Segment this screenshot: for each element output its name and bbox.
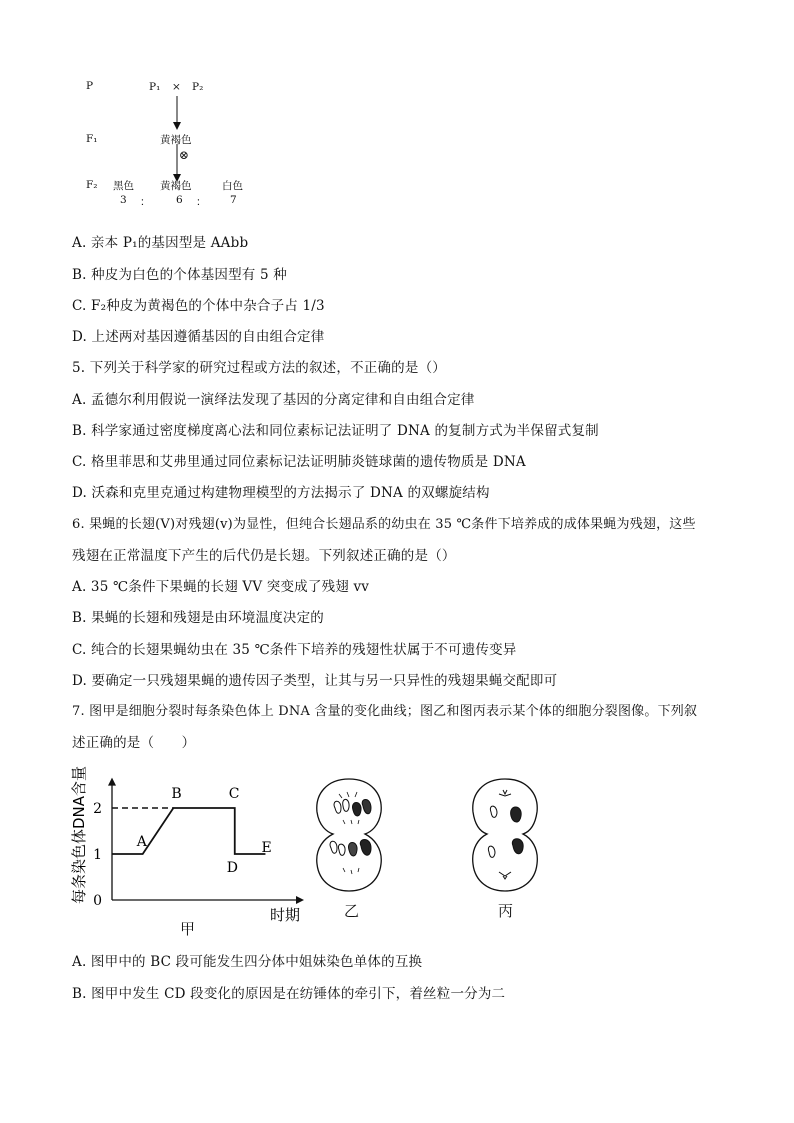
x-axis-label: 时期 (270, 906, 301, 924)
y-tick-label: 2 (93, 801, 102, 817)
q6-option-a: A. 35 ℃条件下果蝇的长翅 VV 突变成了残翅 vv (72, 579, 370, 595)
q6-option-d: D. 要确定一只残翅果蝇的遗传因子类型，让其与另一只异性的残翅果蝇交配即可 (72, 673, 558, 689)
label-f2: F₂ (86, 179, 98, 191)
q4-option-a: A. 亲本 P₁的基因型是 AAbb (72, 235, 249, 251)
q6-stem-line1: 6. 果蝇的长翅(V)对残翅(v)为显性，但纯合长翅品系的幼虫在 35 ℃条件下培养成的成体果蝇为残翅，这些 (72, 517, 696, 532)
point-label-e: E (261, 840, 272, 856)
chromosomes-lower (330, 840, 371, 875)
q5-option-a: A. 孟德尔利用假说一演绎法发现了基因的分离定律和自由组合定律 (72, 392, 475, 408)
ratio-1: 3 (120, 194, 127, 206)
f2-yellow-brown: 黄褐色 (160, 180, 192, 192)
label-p: P (86, 80, 94, 92)
f2-white: 白色 (222, 180, 243, 192)
q7-stem-line1: 7. 图甲是细胞分裂时每条染色体上 DNA 含量的变化曲线；图乙和图丙表示某个体的细胞分裂图像。下列叙 (72, 704, 698, 719)
q5-option-c: C. 格里菲思和艾弗里通过同位素标记法证明肺炎链球菌的遗传物质是 DNA (72, 454, 526, 470)
f2-black: 黑色 (113, 180, 134, 192)
figure-label-jia: 甲 (180, 920, 196, 938)
q6-option-c: C. 纯合的长翅果蝇幼虫在 35 ℃条件下培养的残翅性状属于不可遗传变异 (72, 642, 517, 658)
cell-image-bing (469, 776, 541, 894)
q5-option-d: D. 沃森和克里克通过构建物理模型的方法揭示了 DNA 的双螺旋结构 (72, 485, 490, 501)
y-axis-label: 每条染色体DNA含量 (70, 765, 88, 904)
figure-label-bing: 丙 (498, 902, 514, 920)
point-label-d: D (226, 860, 238, 876)
dna-content-curve (112, 808, 265, 854)
q6-stem-line2: 残翅在正常温度下产生的后代仍是长翅。下列叙述正确的是（） (72, 548, 456, 564)
x-axis-arrow (296, 896, 304, 904)
chart-jia (70, 760, 310, 940)
q6-option-b: B. 果蝇的长翅和残翅是由环境温度决定的 (72, 610, 325, 626)
cross-symbol: × (172, 81, 181, 93)
cell-membrane (317, 779, 382, 891)
y-tick-label: 1 (93, 847, 102, 863)
ratio-3: 7 (230, 194, 237, 206)
selfing-icon: ⊗ (179, 148, 190, 162)
q7-option-b: B. 图甲中发生 CD 段变化的原因是在纺锤体的牵引下，着丝粒一分为二 (72, 986, 506, 1002)
q4-option-d: D. 上述两对基因遵循基因的自由组合定律 (72, 329, 325, 345)
label-f1: F₁ (86, 133, 98, 145)
cell-image-yi (313, 776, 385, 894)
chromosomes-upper (334, 792, 371, 824)
point-label-b: B (171, 786, 182, 802)
label-p1: P₁ (149, 81, 161, 93)
q7-option-a: A. 图甲中的 BC 段可能发生四分体中姐妹染色单体的互换 (72, 954, 423, 970)
figure-label-yi: 乙 (344, 902, 360, 920)
label-p2: P₂ (192, 81, 204, 93)
point-label-c: C (228, 786, 240, 802)
chromosomes-upper (490, 790, 521, 822)
ratio-colon-2: ： (196, 196, 207, 208)
point-label-a: A (136, 834, 147, 850)
q5-option-b: B. 科学家通过密度梯度离心法和同位素标记法证明了 DNA 的复制方式为半保留式复制 (72, 423, 599, 439)
q5-stem: 5. 下列关于科学家的研究过程或方法的叙述，不正确的是（） (72, 360, 446, 376)
q4-option-c: C. F₂种皮为黄褐色的个体中杂合子占 1/3 (72, 298, 325, 314)
y-axis-arrow (108, 778, 116, 786)
ratio-2: 6 (176, 194, 183, 206)
f1-phenotype: 黄褐色 (160, 134, 192, 146)
q7-stem-line2: 述正确的是（ ） (72, 735, 196, 751)
ratio-colon-1: ： (140, 196, 151, 208)
y-tick-label: 0 (93, 893, 102, 909)
chromosomes-lower (488, 839, 523, 879)
q4-option-b: B. 种皮为白色的个体基因型有 5 种 (72, 267, 287, 283)
